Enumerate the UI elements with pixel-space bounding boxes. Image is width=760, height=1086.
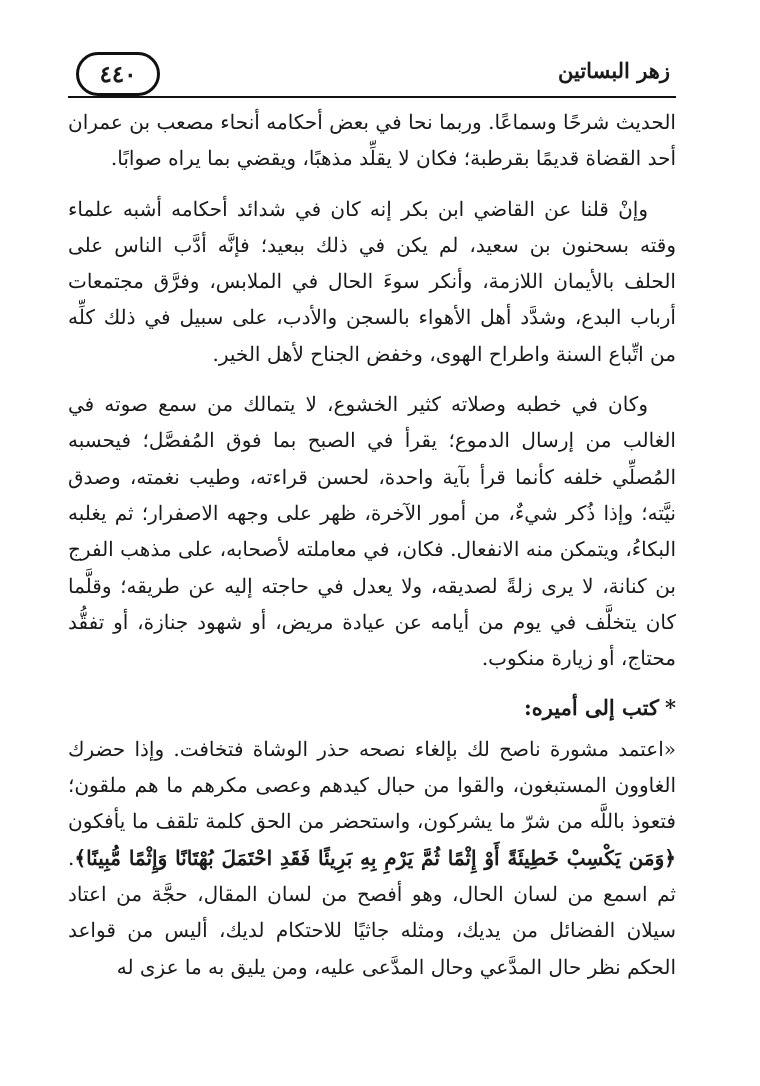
book-title: زهر البساتين <box>558 58 670 83</box>
section-heading-text: كتب إلى أميره: <box>523 695 660 721</box>
page-number-badge: ٤٤٠ <box>76 52 160 96</box>
page-body <box>68 104 676 999</box>
quran-verse: ﴿وَمَن يَكْسِبْ خَطِيئَةً أَوْ إِثْمًا ثُمَّ يَرْمِ بِهِ بَرِيئًا فَقَدِ احْتَمَلَ بُهْتَانًا وَإِثْمًا مُّبِينًا﴾ <box>74 845 676 870</box>
header-divider <box>68 96 676 98</box>
asterisk-marker: * <box>665 695 676 721</box>
page-header <box>68 52 676 96</box>
section-heading <box>68 690 676 726</box>
letter-text-after-verse: . ثم اسمع من لسان الحال، وهو أفصح من لسان المقال، حجَّة من اعتاد سيلان الفضائل من يديك، ومثله جاثيًا للاحتكام لديك، أليس من قواعد الحكم نظر حال المدَّعي وحال المدَّعى عليه، ومن يليق به ما عزى له <box>68 845 676 979</box>
paragraph-3: وكان في خطبه وصلاته كثير الخشوع، لا يتمالك من سمع صوته في الغالب من إرسال الدموع؛ يقرأ في الصبح بما فوق المُفصَّل؛ فيحسبه المُصلِّي خلفه كأنما قرأ بآية واحدة، لحسن قراءته، وطيب نغمته، وصدق نيَّته؛ وإذا ذُكر شيءٌ، من أمور الآخرة، ظهر على وجهه الاصفرار؛ ثم يغلبه البكاءُ، ويتمكن منه الانفعال. فكان، في معاملته لأصحابه، على مذهب الفرج بن كنانة، لا يرى زلةً لصديقه، ولا يعدل في حاجته إليه عن طريقه؛ وقلَّما كان يتخلَّف في يوم من أيامه عن عيادة مريض، أو شهود جنازة، أو تفقُّد محتاج، أو زيارة منكوب. <box>68 392 676 671</box>
letter-text-before-verse: «اعتمد مشورة ناصح لك بإلغاء نصحه حذر الوشاة فتخافت. وإذا حضرك الغاوون المستبغون، والقوا من حبال كيدهم وعصى مكرهم ما هم ملقون؛ فتعوذ باللَّه من شرّ ما يشركون، واستحضر من الحق كلمة تلقف ما يأفكون <box>68 736 676 834</box>
letter-paragraph <box>68 731 676 985</box>
paragraph-1: الحديث شرحًا وسماعًا. وربما نحا في بعض أحكامه أنحاء مصعب بن عمران أحد القضاة قديمًا بقرطبة؛ فكان لا يقلِّد مذهبًا، ويقضي بما يراه صوابًا. <box>68 110 676 171</box>
paragraph-2: وإنْ قلنا عن القاضي ابن بكر إنه كان في شدائد أحكامه أشبه علماء وقته بسحنون بن سعيد، لم يكن في ذلك ببعيد؛ فإنَّه أدَّب الناس على الحلف بالأيمان اللازمة، وأنكر سوءَ الحال في الملابس، وفرَّق مجتمعات أرباب البدع، وشدَّد أهل الأهواء بالسجن والأدب، على سبيل في ذلك كلِّه من اتِّباع السنة واطراح الهوى، وخفض الجناح لأهل الخير. <box>68 196 676 366</box>
